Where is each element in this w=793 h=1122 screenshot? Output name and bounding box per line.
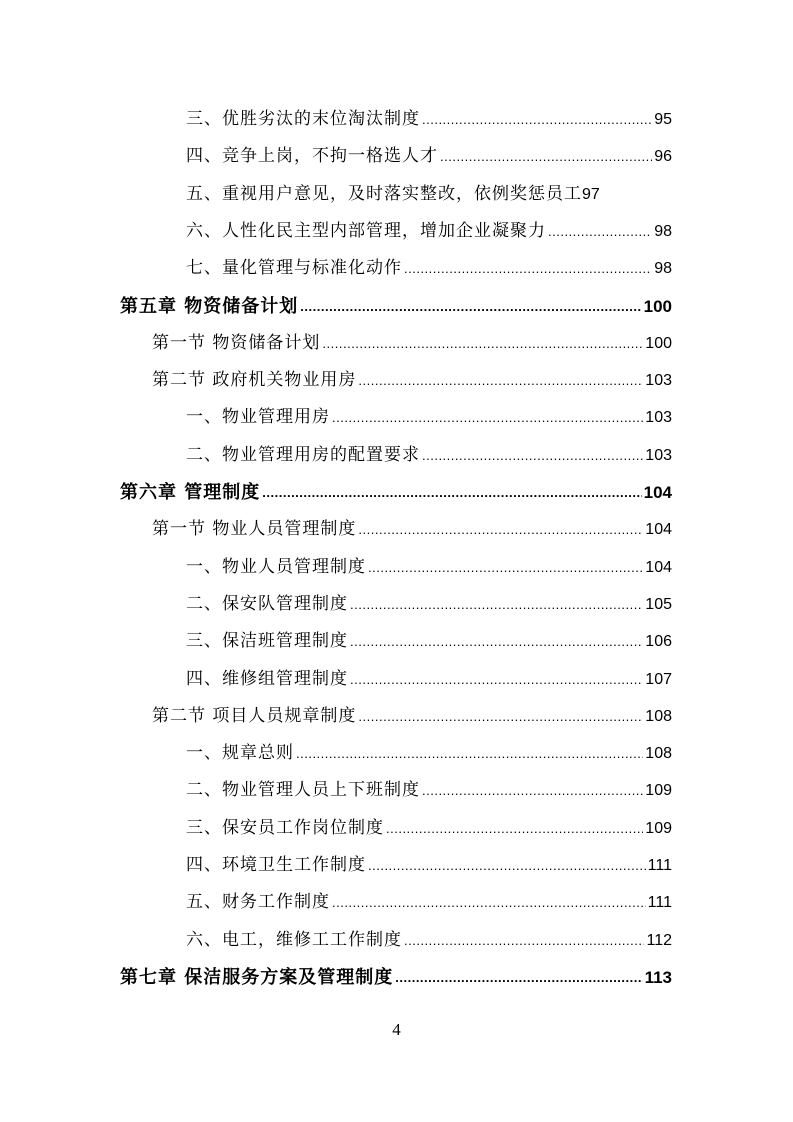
toc-item[interactable] xyxy=(186,437,672,474)
dot-leader xyxy=(358,511,643,548)
toc-page: 96 xyxy=(654,148,672,166)
toc-page: 98 xyxy=(654,260,672,278)
toc-title: 第七章 保洁服务方案及管理制度 xyxy=(120,966,394,988)
toc-page: 111 xyxy=(647,894,672,912)
toc-page: 107 xyxy=(645,670,672,688)
toc-page: 104 xyxy=(643,483,672,502)
toc-title: 一、物业管理用房 xyxy=(186,407,330,428)
toc-title: 一、物业人员管理制度 xyxy=(186,556,366,577)
toc-title: 四、维修组管理制度 xyxy=(186,668,348,689)
dot-leader xyxy=(395,959,642,996)
toc-page: 100 xyxy=(645,334,672,352)
toc-title: 二、物业管理用房的配置要求 xyxy=(186,444,420,465)
toc-page: 108 xyxy=(645,707,672,725)
toc-page: 103 xyxy=(645,446,672,464)
dot-leader xyxy=(422,772,643,809)
toc-page: 104 xyxy=(645,558,672,576)
toc-page: 111 xyxy=(647,857,672,874)
toc-item[interactable] xyxy=(186,922,672,959)
toc-title: 第五章 物资储备计划 xyxy=(120,295,299,317)
toc-section[interactable] xyxy=(152,325,672,362)
toc-page: 95 xyxy=(654,111,672,128)
dot-leader xyxy=(322,325,643,362)
toc-item[interactable] xyxy=(186,810,672,847)
toc-chapter[interactable] xyxy=(120,288,672,325)
toc-item[interactable] xyxy=(186,138,672,175)
toc-title: 七、量化管理与标准化动作 xyxy=(186,258,402,279)
toc-page: 103 xyxy=(645,372,672,390)
dot-leader xyxy=(440,138,652,175)
dot-leader xyxy=(296,735,643,772)
toc-page: 105 xyxy=(645,595,672,613)
dot-leader xyxy=(332,884,646,921)
dot-leader xyxy=(358,698,643,735)
toc-page: 103 xyxy=(645,409,672,427)
toc-item[interactable] xyxy=(186,549,672,586)
dot-leader xyxy=(404,922,644,959)
toc-title: 第二节 项目人员规章制度 xyxy=(152,705,357,726)
toc-section[interactable] xyxy=(152,698,672,735)
toc-title: 五、财务工作制度 xyxy=(186,892,330,913)
dot-leader xyxy=(332,399,643,436)
toc-item[interactable] xyxy=(186,101,672,138)
toc-title: 三、保洁班管理制度 xyxy=(186,631,348,652)
dot-leader xyxy=(350,586,643,623)
dot-leader xyxy=(422,437,643,474)
toc-section[interactable] xyxy=(152,362,672,399)
toc-title: 第六章 管理制度 xyxy=(120,482,261,503)
toc-title: 二、物业管理人员上下班制度 xyxy=(186,780,420,801)
toc-title: 第一节 物业人员管理制度 xyxy=(152,519,357,540)
toc-page: 113 xyxy=(644,967,672,987)
toc-chapter[interactable] xyxy=(120,959,672,996)
toc-item[interactable] xyxy=(186,735,672,772)
toc-title: 四、竞争上岗，不拘一格选人才 xyxy=(186,146,438,167)
toc-title: 二、保安队管理制度 xyxy=(186,593,348,614)
dot-leader xyxy=(358,362,643,399)
dot-leader xyxy=(368,549,643,586)
toc-title: 第一节 物资储备计划 xyxy=(152,332,321,353)
toc-item[interactable] xyxy=(186,772,672,809)
toc-item[interactable] xyxy=(186,884,672,921)
toc-item[interactable] xyxy=(186,661,672,698)
toc-title: 第二节 政府机关物业用房 xyxy=(152,370,357,391)
dot-leader xyxy=(548,213,652,250)
toc-title: 六、电工，维修工工作制度 xyxy=(186,929,402,950)
toc-title: 一、规章总则 xyxy=(186,743,294,764)
toc-page: 112 xyxy=(646,931,672,949)
toc-item[interactable] xyxy=(186,176,672,213)
toc-page: 100 xyxy=(643,296,672,316)
toc-title: 四、环境卫生工作制度 xyxy=(186,855,366,875)
toc-item[interactable] xyxy=(186,623,672,660)
toc-item[interactable] xyxy=(186,250,672,287)
toc-chapter[interactable] xyxy=(120,474,672,511)
toc-page: 98 xyxy=(654,222,672,240)
toc-page: 104 xyxy=(645,521,672,539)
toc-page: 109 xyxy=(645,819,672,837)
toc-page: 108 xyxy=(645,745,672,763)
toc-item[interactable] xyxy=(186,213,672,250)
dot-leader xyxy=(386,810,643,847)
dot-leader xyxy=(350,623,643,660)
page-number: 4 xyxy=(392,1020,401,1039)
toc-page: 106 xyxy=(645,633,672,651)
dot-leader xyxy=(350,661,643,698)
toc-title: 六、人性化民主型内部管理，增加企业凝聚力 xyxy=(186,220,546,241)
dot-leader xyxy=(422,101,652,138)
dot-leader xyxy=(300,288,641,325)
toc-page: 97 xyxy=(582,185,600,203)
dot-leader xyxy=(404,250,652,287)
toc-title: 三、优胜劣汰的末位淘汰制度 xyxy=(186,109,420,129)
dot-leader xyxy=(368,847,646,884)
toc-item[interactable] xyxy=(186,586,672,623)
toc-title: 五、重视用户意见，及时落实整改，依例奖惩员工 xyxy=(186,183,582,204)
toc-section[interactable] xyxy=(152,511,672,548)
toc-page: 109 xyxy=(645,782,672,800)
toc-title: 三、保安员工作岗位制度 xyxy=(186,817,384,838)
dot-leader xyxy=(262,474,641,511)
toc-item[interactable] xyxy=(186,399,672,436)
toc-item[interactable] xyxy=(186,847,672,884)
